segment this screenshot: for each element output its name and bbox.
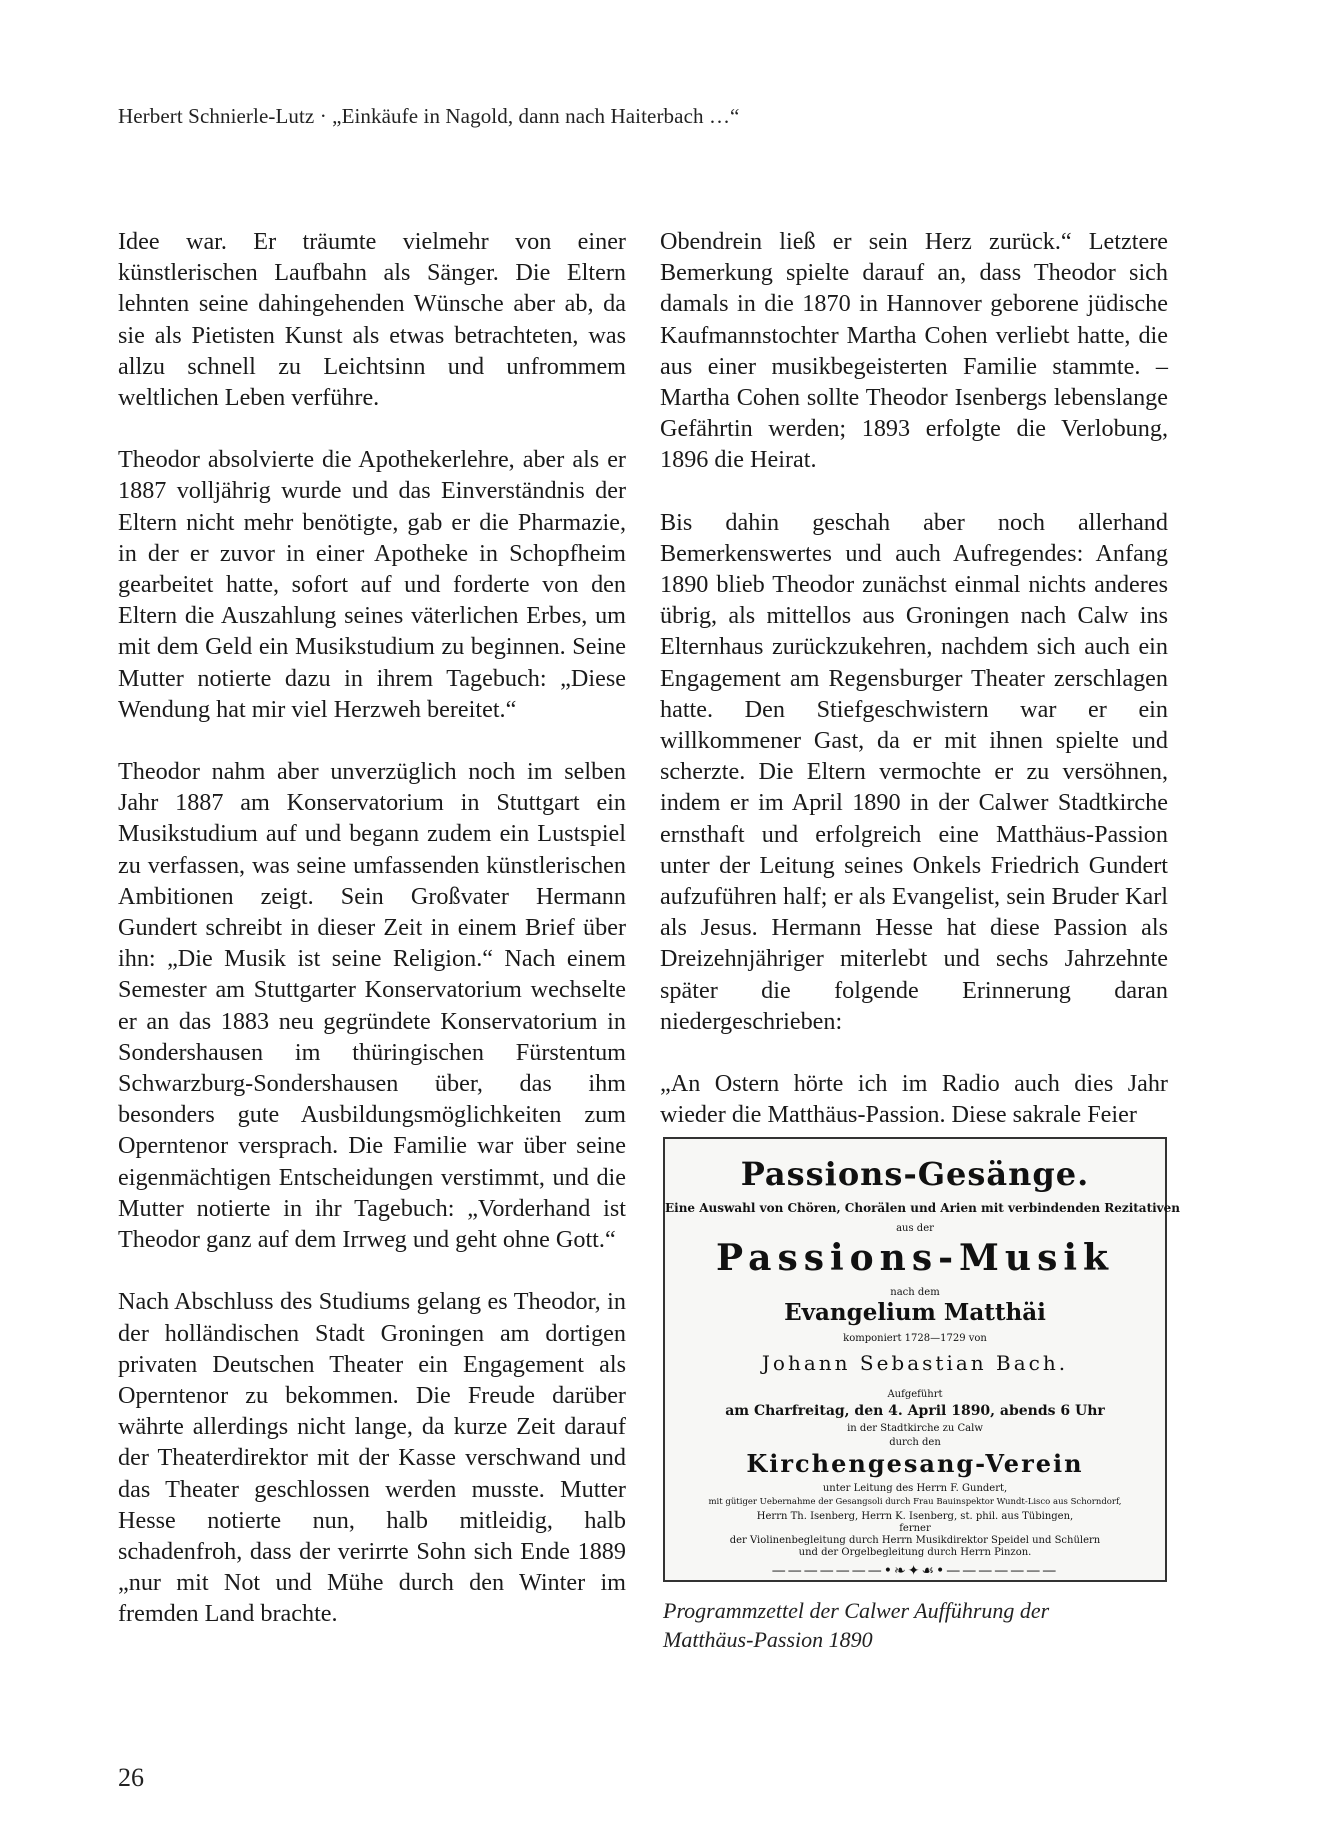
flyer-line: Passions-Musik xyxy=(716,1237,1114,1279)
paragraph: Theodor absolvierte die Apothekerlehre, aber als er 1887 volljährig wurde und das Einverständnis der Eltern nicht mehr benötigte, gab er die Pharmazie, in der er zuvor in einer Apotheke in Schopfheim gearbeitet hatte, sofort auf und forderte von den Eltern die Auszahlung seines väterlichen Erbes, um mit dem Geld ein Musikstudium zu beginnen. Seine Mutter notierte dazu in ihrem Tagebuch: „Diese Wendung hat mir viel Herzweh bereitet.“ xyxy=(118,446,626,723)
flyer-line: mit gütiger Uebernahme der Gesangsoli durch Frau Bauinspektor Wundt-Lisco aus Schorndorf, xyxy=(708,1497,1122,1507)
caption-line: Matthäus-Passion 1890 xyxy=(663,1627,873,1652)
program-flyer-image xyxy=(663,1137,1181,1582)
flyer-line: Kirchengesang-Verein xyxy=(746,1449,1084,1478)
flyer-line: ferner xyxy=(899,1523,931,1534)
paragraph: Obendrein ließ er sein Herz zurück.“ Letztere Bemerkung spielte darauf an, dass Theodor sich damals in die 1870 in Hannover geborene jüdische Kaufmannstochter Martha Cohen verliebt hatte, die aus einer musikbegeisterten Familie stammte. – Martha Cohen sollte Theodor Isenbergs lebenslange Gefährtin werden; 1893 erfolgte die Verlobung, 1896 die Heirat. xyxy=(660,228,1168,474)
flyer-line: und der Orgelbegleitung durch Herrn Pinzon. xyxy=(798,1547,1032,1558)
left-column xyxy=(118,226,626,1630)
flyer-line: durch den xyxy=(889,1437,941,1448)
paragraph: Nach Abschluss des Studiums gelang es Theodor, in der holländischen Stadt Groningen am dortigen privaten Deutschen Theater ein Engagement als Operntenor zu bekommen. Die Freude darüber währte allerdings nicht lange, da kurze Zeit darauf der Theaterdirektor mit der Kasse verschwand und das Theater geschlossen werden musste. Mutter Hesse notierte nun, halb mitleidig, halb schadenfroh, dass der verirrte Sohn sich Ende 1889 „nur mit Not und Mühe durch den Winter im fremden Land brachte. xyxy=(118,1288,626,1628)
flyer-line: Johann Sebastian Bach. xyxy=(761,1351,1069,1375)
flyer-line: Aufgeführt xyxy=(887,1389,943,1400)
flyer-line: am Charfreitag, den 4. April 1890, abends 6 Uhr xyxy=(725,1403,1105,1419)
flyer-line: der Violinenbegleitung durch Herrn Musikdirektor Speidel und Schülern xyxy=(729,1535,1101,1546)
page-number: 26 xyxy=(118,1763,144,1792)
flyer-line: nach dem xyxy=(890,1287,940,1298)
flyer-line: in der Stadtkirche zu Calw xyxy=(847,1423,983,1434)
flyer-line: aus der xyxy=(896,1223,934,1234)
paragraph: „An Ostern hörte ich im Radio auch dies Jahr wieder die Matthäus-Passion. Diese sakrale Feier xyxy=(660,1070,1168,1129)
figure-caption xyxy=(663,1596,1163,1654)
paragraph: Idee war. Er träumte vielmehr von einer künstlerischen Laufbahn als Sänger. Die Eltern lehnten seine dahingehenden Wünsche aber ab, da sie als Pietisten Kunst als etwas betrachteten, was allzu schnell zu Leichtsinn und unfrommem weltlichen Leben verführe. xyxy=(118,228,626,412)
paragraph: Theodor nahm aber unverzüglich noch im selben Jahr 1887 am Konservatorium in Stuttgart ein Musikstudium auf und begann zudem ein Lustspiel zu verfassen, was seine umfassenden künstlerischen Ambitionen zeigt. Sein Großvater Hermann Gundert schreibt in dieser Zeit in einem Brief über ihn: „Die Musik ist seine Religion.“ Nach einem Semester am Stuttgarter Konservatorium wechselte er an das 1883 neu gegründete Konservatorium in Sondershausen im thüringischen Fürstentum Schwarzburg-Sondershausen über, das ihm besonders gute Ausbildungsmöglichkeiten zum Operntenor versprach. Die Familie war über seine eigenmächtigen Entscheidungen verstimmt, und die Mutter notierte in ihr Tagebuch: „Vorderhand ist Theodor ganz auf dem Irrweg und geht ohne Gott.“ xyxy=(118,758,626,1254)
flyer-line: Evangelium Matthäi xyxy=(784,1299,1046,1326)
flyer-line: komponiert 1728—1729 von xyxy=(843,1333,987,1344)
caption-line: Programmzettel der Calwer Aufführung der xyxy=(663,1598,1050,1623)
running-header: Herbert Schnierle-Lutz · „Einkäufe in Nagold, dann nach Haiterbach …“ xyxy=(118,104,740,128)
flyer-line: unter Leitung des Herrn F. Gundert, xyxy=(822,1483,1008,1494)
flyer-line: Eine Auswahl von Chören, Chorälen und Arien mit verbindenden Rezitativen xyxy=(665,1201,1181,1215)
flyer-title: Passions-Gesänge. xyxy=(740,1155,1090,1193)
right-column xyxy=(660,226,1168,1130)
paragraph: Bis dahin geschah aber noch allerhand Bemerkenswertes und auch Aufregendes: Anfang 1890 blieb Theodor zunächst einmal nichts anderes übrig, als mittellos aus Groningen nach Calw ins Elternhaus zurückzukehren, nachdem sich auch ein Engagement am Regensburger Theater zerschlagen hatte. Den Stiefgeschwistern war er ein willkommener Gast, da er mit ihnen spielte und scherzte. Die Eltern vermochte er zu versöhnen, indem er im April 1890 in der Calwer Stadtkirche ernsthaft und erfolgreich eine Matthäus-Passion unter der Leitung seines Onkels Friedrich Gundert aufzuführen half; er als Evangelist, sein Bruder Karl als Jesus. Hermann Hesse hat diese Passion als Dreizehnjähriger miterlebt und sechs Jahrzehnte später die folgende Erinnerung daran niedergeschrieben: xyxy=(660,508,1168,1035)
flyer-line: Herrn Th. Isenberg, Herrn K. Isenberg, st. phil. aus Tübingen, xyxy=(756,1511,1074,1522)
flyer-ornament: ———————•❧✦☙•——————— xyxy=(771,1563,1059,1579)
